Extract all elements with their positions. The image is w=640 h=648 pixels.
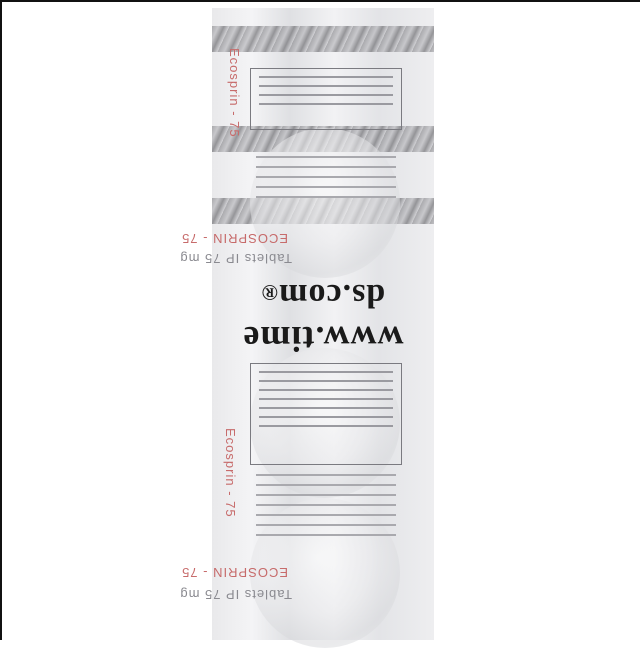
watermark-line-ds bbox=[218, 276, 428, 314]
side-text-left: Ecosprin - 75 bbox=[227, 48, 242, 138]
fine-print-upper bbox=[256, 148, 396, 206]
info-box-top bbox=[250, 68, 402, 130]
fine-print-lower bbox=[256, 466, 396, 544]
strength-label-upper: Tablets IP 75 mg bbox=[179, 251, 292, 266]
brand-label-lower: ECOSPRIN - 75 bbox=[181, 565, 288, 580]
info-box-middle bbox=[250, 363, 402, 465]
watermark-text-2: www.time bbox=[242, 319, 404, 359]
watermark-text-1: ds.com bbox=[278, 277, 386, 314]
registered-mark: ® bbox=[260, 280, 279, 305]
strength-label-lower: Tablets IP 75 mg bbox=[179, 587, 292, 602]
watermark-line-www bbox=[218, 318, 428, 360]
brand-label-upper: ECOSPRIN - 75 bbox=[181, 231, 288, 246]
side-text-left-lower: Ecosprin - 75 bbox=[223, 428, 238, 518]
foil-band-top bbox=[212, 26, 434, 52]
